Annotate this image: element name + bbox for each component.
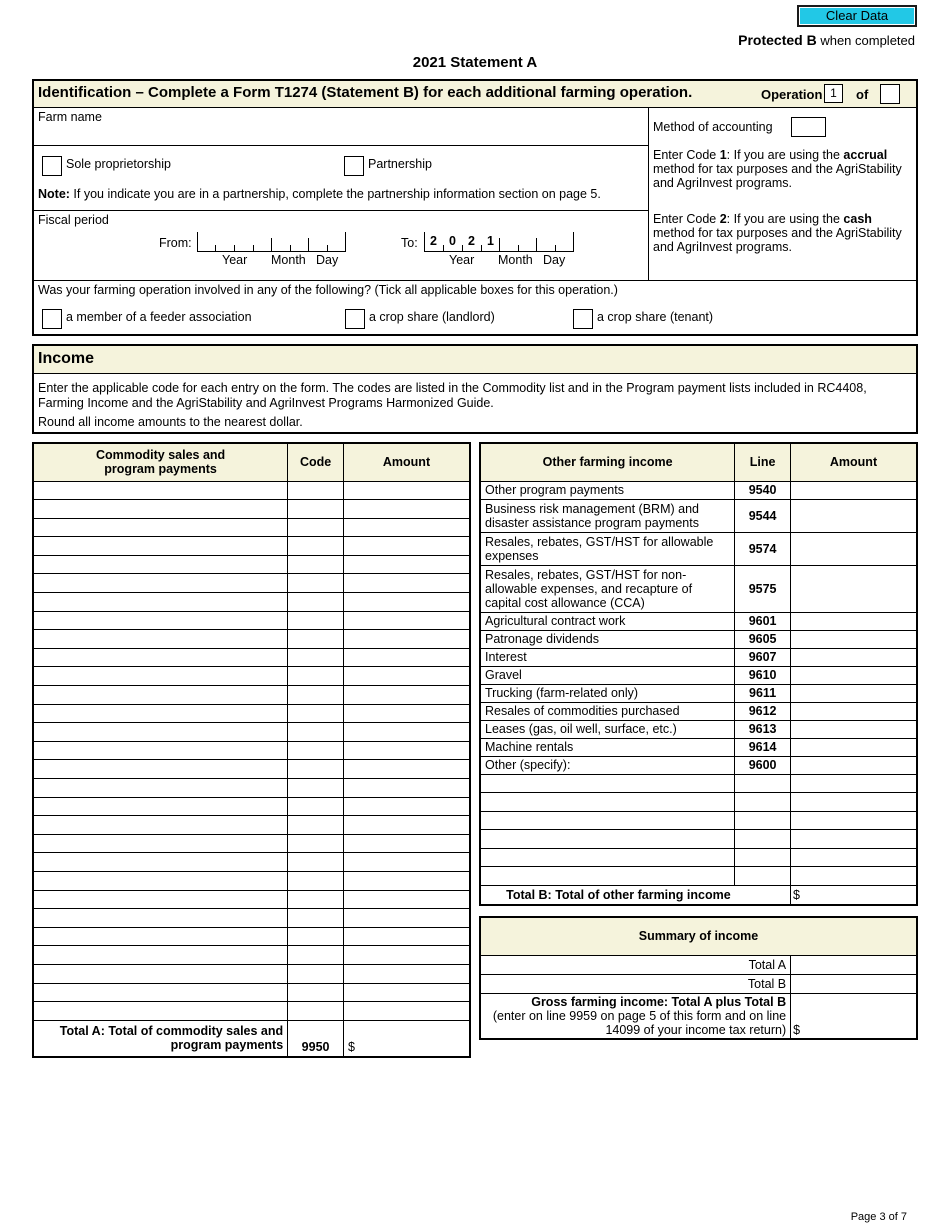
commodity-code-field[interactable] [288, 500, 344, 519]
commodity-name-field[interactable] [33, 909, 288, 928]
commodity-code-field[interactable] [288, 983, 344, 1002]
other-specify-amount-field[interactable] [791, 793, 917, 812]
commodity-code-field[interactable] [288, 834, 344, 853]
page-number: Page 3 of 7 [850, 1211, 907, 1223]
table-row [480, 565, 917, 612]
commodity-name-field[interactable] [33, 1002, 288, 1021]
to-date-field[interactable] [424, 232, 574, 252]
commodity-amount-field[interactable] [344, 704, 470, 723]
other-income-amount-field[interactable] [791, 481, 917, 499]
to-year-digit: 2 [468, 234, 475, 248]
other-income-amount-field[interactable] [791, 702, 917, 720]
table-row [33, 816, 470, 835]
to-day-label: Day [543, 253, 566, 267]
commodity-name-field[interactable] [33, 704, 288, 723]
other-income-label: Interest [480, 648, 735, 666]
other-income-label: Trucking (farm-related only) [480, 684, 735, 702]
method-of-accounting-label: Method of accounting [653, 120, 773, 134]
from-date-field[interactable] [197, 232, 346, 252]
commodity-code-field[interactable] [288, 518, 344, 537]
commodity-code-field[interactable] [288, 481, 344, 500]
commodity-name-field[interactable] [33, 500, 288, 519]
table-row [33, 909, 470, 928]
other-income-label: Machine rentals [480, 738, 735, 756]
income-heading: Income [34, 346, 916, 374]
table-row [33, 704, 470, 723]
commodity-name-field[interactable] [33, 834, 288, 853]
summary-of-income-table [479, 916, 918, 1040]
line-number: 9540 [735, 481, 791, 499]
other-income-label: Resales, rebates, GST/HST for allowable expenses [480, 532, 735, 565]
table-row [480, 648, 917, 666]
commodity-amount-field[interactable] [344, 909, 470, 928]
other-specify-line-field[interactable] [735, 848, 791, 867]
summary-total-b-label: Total B [480, 974, 791, 993]
table-row [33, 927, 470, 946]
partnership-note: Note: If you indicate you are in a partnership, complete the partnership information section on page 5. [38, 187, 601, 201]
commodity-column-header: Commodity sales and program payments [33, 443, 288, 481]
code-1-instructions: Enter Code 1: If you are using the accrual method for tax purposes and the AgriStability and AgriInvest programs. [653, 148, 902, 190]
commodity-name-field[interactable] [33, 779, 288, 798]
commodity-code-field[interactable] [288, 797, 344, 816]
line-column-header: Line [735, 443, 791, 481]
table-row [480, 738, 917, 756]
other-income-amount-field[interactable] [791, 499, 917, 532]
table-row [480, 774, 917, 793]
commodity-amount-field[interactable] [344, 964, 470, 983]
other-income-amount-field[interactable] [791, 738, 917, 756]
line-number: 9605 [735, 630, 791, 648]
commodity-amount-field[interactable] [344, 667, 470, 686]
to-year-digit: 2 [430, 234, 437, 248]
commodity-amount-field[interactable] [344, 927, 470, 946]
summary-heading: Summary of income [480, 917, 917, 955]
commodity-amount-field[interactable] [344, 946, 470, 965]
commodity-name-field[interactable] [33, 518, 288, 537]
commodity-code-field[interactable] [288, 686, 344, 705]
amount-column-header: Amount [791, 443, 917, 481]
feeder-association-checkbox[interactable] [42, 309, 62, 329]
commodity-code-field[interactable] [288, 667, 344, 686]
other-income-amount-field[interactable] [791, 684, 917, 702]
line-number: 9575 [735, 565, 791, 612]
to-year-digit: 0 [449, 234, 456, 248]
partnership-label: Partnership [368, 157, 432, 171]
commodity-amount-field[interactable] [344, 630, 470, 649]
line-number: 9600 [735, 756, 791, 774]
total-a-amount-field[interactable]: $ [344, 1020, 470, 1057]
other-income-label: Other (specify): [480, 756, 735, 774]
commodity-amount-field[interactable] [344, 741, 470, 760]
commodity-code-field[interactable] [288, 909, 344, 928]
commodity-code-field[interactable] [288, 593, 344, 612]
commodity-code-field[interactable] [288, 760, 344, 779]
commodity-name-field[interactable] [33, 630, 288, 649]
commodity-amount-field[interactable] [344, 834, 470, 853]
other-income-amount-field[interactable] [791, 648, 917, 666]
commodity-code-field[interactable] [288, 648, 344, 667]
other-specify-field[interactable] [480, 830, 735, 849]
code-column-header: Code [288, 443, 344, 481]
income-section [32, 344, 918, 434]
table-row [480, 830, 917, 849]
from-day-label: Day [316, 253, 339, 267]
commodity-amount-field[interactable] [344, 797, 470, 816]
operation-label: Operation [761, 87, 823, 102]
commodity-name-field[interactable] [33, 686, 288, 705]
commodity-code-field[interactable] [288, 853, 344, 872]
farm-name-input[interactable] [38, 125, 644, 143]
sole-proprietorship-checkbox[interactable] [42, 156, 62, 176]
other-income-amount-field[interactable] [791, 532, 917, 565]
other-specify-field[interactable] [480, 793, 735, 812]
crop-share-landlord-label: a crop share (landlord) [369, 310, 495, 324]
table-row [480, 702, 917, 720]
line-number: 9613 [735, 720, 791, 738]
crop-share-landlord-checkbox[interactable] [345, 309, 365, 329]
commodity-amount-field[interactable] [344, 890, 470, 909]
commodity-code-field[interactable] [288, 537, 344, 556]
other-specify-amount-field[interactable] [791, 830, 917, 849]
other-farming-income-table [479, 442, 918, 906]
commodity-name-field[interactable] [33, 611, 288, 630]
commodity-code-field[interactable] [288, 555, 344, 574]
income-instructions: Enter the applicable code for each entry on the form. The codes are listed in the Commodity list and in the Program payment lists included in RC4408, Farming Income and the AgriStability and AgriInvest Programs Harmonized Guide. Round all income amounts to the nearest dollar. [38, 381, 867, 429]
other-income-label: Other program payments [480, 481, 735, 499]
commodity-name-field[interactable] [33, 481, 288, 500]
to-label: To: [401, 236, 418, 250]
table-row [33, 779, 470, 798]
commodity-name-field[interactable] [33, 593, 288, 612]
other-specify-line-field[interactable] [735, 830, 791, 849]
other-income-label: Resales of commodities purchased [480, 702, 735, 720]
gross-farming-income-field[interactable]: $ [791, 993, 917, 1039]
to-month-label: Month [498, 253, 533, 267]
total-b-amount-field[interactable]: $ [791, 886, 917, 905]
table-row [33, 760, 470, 779]
commodity-amount-field[interactable] [344, 648, 470, 667]
table-row [33, 630, 470, 649]
of-label: of [856, 87, 869, 102]
commodity-amount-field[interactable] [344, 481, 470, 500]
commodity-code-field[interactable] [288, 927, 344, 946]
table-row [33, 1002, 470, 1021]
commodity-amount-field[interactable] [344, 593, 470, 612]
table-row [480, 612, 917, 630]
commodity-name-field[interactable] [33, 871, 288, 890]
table-row [33, 500, 470, 519]
other-income-label: Leases (gas, oil well, surface, etc.) [480, 720, 735, 738]
commodity-amount-field[interactable] [344, 853, 470, 872]
table-row [33, 518, 470, 537]
commodity-code-field[interactable] [288, 723, 344, 742]
commodity-amount-field[interactable] [344, 537, 470, 556]
line-number: 9544 [735, 499, 791, 532]
total-a-label: Total A: Total of commodity sales and program payments [33, 1020, 288, 1057]
table-row [480, 630, 917, 648]
commodity-name-field[interactable] [33, 555, 288, 574]
from-month-label: Month [271, 253, 306, 267]
commodity-amount-field[interactable] [344, 983, 470, 1002]
commodity-amount-field[interactable] [344, 816, 470, 835]
method-of-accounting-field[interactable] [791, 117, 826, 137]
other-income-column-header: Other farming income [480, 443, 735, 481]
other-specify-amount-field[interactable] [791, 774, 917, 793]
table-row [33, 686, 470, 705]
commodity-code-field[interactable] [288, 964, 344, 983]
line-number: 9612 [735, 702, 791, 720]
commodity-name-field[interactable] [33, 927, 288, 946]
commodity-name-field[interactable] [33, 667, 288, 686]
commodity-name-field[interactable] [33, 648, 288, 667]
commodity-name-field[interactable] [33, 797, 288, 816]
table-row [33, 890, 470, 909]
amount-column-header: Amount [344, 443, 470, 481]
line-number: 9574 [735, 532, 791, 565]
table-row [480, 848, 917, 867]
commodity-name-field[interactable] [33, 853, 288, 872]
commodity-code-field[interactable] [288, 1002, 344, 1021]
total-b-label: Total B: Total of other farming income [480, 886, 735, 905]
from-year-label: Year [222, 253, 248, 267]
table-row [33, 667, 470, 686]
table-row [33, 611, 470, 630]
commodity-name-field[interactable] [33, 723, 288, 742]
other-income-amount-field[interactable] [791, 720, 917, 738]
summary-total-b-field[interactable] [791, 974, 917, 993]
commodity-name-field[interactable] [33, 964, 288, 983]
table-row [480, 666, 917, 684]
commodity-name-field[interactable] [33, 983, 288, 1002]
commodity-name-field[interactable] [33, 946, 288, 965]
line-number: 9607 [735, 648, 791, 666]
code-2-instructions: Enter Code 2: If you are using the cash method for tax purposes and the AgriStability and AgriInvest programs. [653, 212, 902, 254]
other-income-amount-field[interactable] [791, 612, 917, 630]
commodity-sales-table [32, 442, 471, 1058]
other-income-label: Gravel [480, 666, 735, 684]
crop-share-tenant-checkbox[interactable] [573, 309, 593, 329]
other-income-label: Resales, rebates, GST/HST for non-allowable expenses, and recapture of capital cost allowance (CCA) [480, 565, 735, 612]
table-row [33, 555, 470, 574]
other-income-amount-field[interactable] [791, 666, 917, 684]
commodity-name-field[interactable] [33, 574, 288, 593]
from-label: From: [159, 236, 192, 250]
commodity-code-field[interactable] [288, 946, 344, 965]
table-row [480, 499, 917, 532]
summary-total-a-label: Total A [480, 955, 791, 974]
line-number: 9610 [735, 666, 791, 684]
other-specify-amount-field[interactable] [791, 867, 917, 886]
other-income-amount-field[interactable] [791, 565, 917, 612]
total-a-code: 9950 [288, 1020, 344, 1057]
commodity-code-field[interactable] [288, 574, 344, 593]
table-row [33, 946, 470, 965]
other-income-label: Agricultural contract work [480, 612, 735, 630]
commodity-amount-field[interactable] [344, 611, 470, 630]
other-income-label: Patronage dividends [480, 630, 735, 648]
protected-b-notice: Protected B when completed [738, 32, 915, 48]
other-specify-field[interactable] [480, 848, 735, 867]
commodity-amount-field[interactable] [344, 779, 470, 798]
operation-total-field[interactable] [880, 84, 900, 104]
feeder-association-label: a member of a feeder association [66, 310, 252, 324]
involvement-question: Was your farming operation involved in any of the following? (Tick all applicable boxes for this operation.) [38, 283, 618, 297]
table-row [33, 648, 470, 667]
clear-data-button[interactable]: Clear Data [797, 5, 917, 27]
fiscal-period-label: Fiscal period [38, 213, 109, 227]
table-row [480, 720, 917, 738]
table-row [480, 684, 917, 702]
commodity-code-field[interactable] [288, 630, 344, 649]
table-row [33, 481, 470, 500]
table-row [33, 834, 470, 853]
commodity-amount-field[interactable] [344, 871, 470, 890]
line-number: 9614 [735, 738, 791, 756]
commodity-name-field[interactable] [33, 741, 288, 760]
commodity-name-field[interactable] [33, 537, 288, 556]
commodity-amount-field[interactable] [344, 500, 470, 519]
summary-total-a-field[interactable] [791, 955, 917, 974]
table-row [33, 983, 470, 1002]
sole-proprietorship-label: Sole proprietorship [66, 157, 171, 171]
commodity-code-field[interactable] [288, 890, 344, 909]
table-row [480, 811, 917, 830]
table-row [480, 532, 917, 565]
table-row [33, 537, 470, 556]
other-specify-field[interactable] [480, 811, 735, 830]
partnership-checkbox[interactable] [344, 156, 364, 176]
table-row [480, 867, 917, 886]
commodity-name-field[interactable] [33, 890, 288, 909]
table-row [480, 756, 917, 774]
to-year-label: Year [449, 253, 475, 267]
other-income-label: Business risk management (BRM) and disaster assistance program payments [480, 499, 735, 532]
commodity-code-field[interactable] [288, 741, 344, 760]
commodity-amount-field[interactable] [344, 686, 470, 705]
crop-share-tenant-label: a crop share (tenant) [597, 310, 714, 324]
table-row [33, 964, 470, 983]
other-income-amount-field[interactable] [791, 756, 917, 774]
identification-heading: Identification – Complete a Form T1274 (Statement B) for each additional farming operation. [38, 84, 693, 101]
table-row [33, 593, 470, 612]
other-specify-field[interactable] [480, 774, 735, 793]
other-specify-line-field[interactable] [735, 811, 791, 830]
table-row [33, 797, 470, 816]
identification-header [34, 81, 916, 108]
commodity-amount-field[interactable] [344, 555, 470, 574]
to-year-digit: 1 [487, 234, 494, 248]
other-specify-amount-field[interactable] [791, 811, 917, 830]
page-title: 2021 Statement A [412, 54, 538, 71]
table-row [33, 574, 470, 593]
table-row [33, 741, 470, 760]
table-row [33, 853, 470, 872]
other-specify-amount-field[interactable] [791, 848, 917, 867]
commodity-code-field[interactable] [288, 611, 344, 630]
identification-section [32, 79, 918, 336]
commodity-amount-field[interactable] [344, 760, 470, 779]
commodity-amount-field[interactable] [344, 1002, 470, 1021]
gross-farming-income-label: Gross farming income: Total A plus Total B (enter on line 9959 on page 5 of this form and on line 14099 of your income tax return) [480, 993, 791, 1039]
line-number: 9611 [735, 684, 791, 702]
operation-number-field[interactable]: 1 [824, 84, 843, 103]
commodity-name-field[interactable] [33, 760, 288, 779]
commodity-code-field[interactable] [288, 871, 344, 890]
commodity-amount-field[interactable] [344, 574, 470, 593]
commodity-code-field[interactable] [288, 816, 344, 835]
other-specify-line-field[interactable] [735, 793, 791, 812]
commodity-name-field[interactable] [33, 816, 288, 835]
table-row [33, 871, 470, 890]
commodity-code-field[interactable] [288, 704, 344, 723]
commodity-amount-field[interactable] [344, 518, 470, 537]
other-income-amount-field[interactable] [791, 630, 917, 648]
other-specify-field[interactable] [480, 867, 735, 886]
other-specify-line-field[interactable] [735, 774, 791, 793]
other-specify-line-field[interactable] [735, 867, 791, 886]
farm-name-label: Farm name [38, 110, 102, 124]
line-number: 9601 [735, 612, 791, 630]
table-row [480, 793, 917, 812]
commodity-code-field[interactable] [288, 779, 344, 798]
table-row [480, 481, 917, 499]
commodity-amount-field[interactable] [344, 723, 470, 742]
table-row [33, 723, 470, 742]
